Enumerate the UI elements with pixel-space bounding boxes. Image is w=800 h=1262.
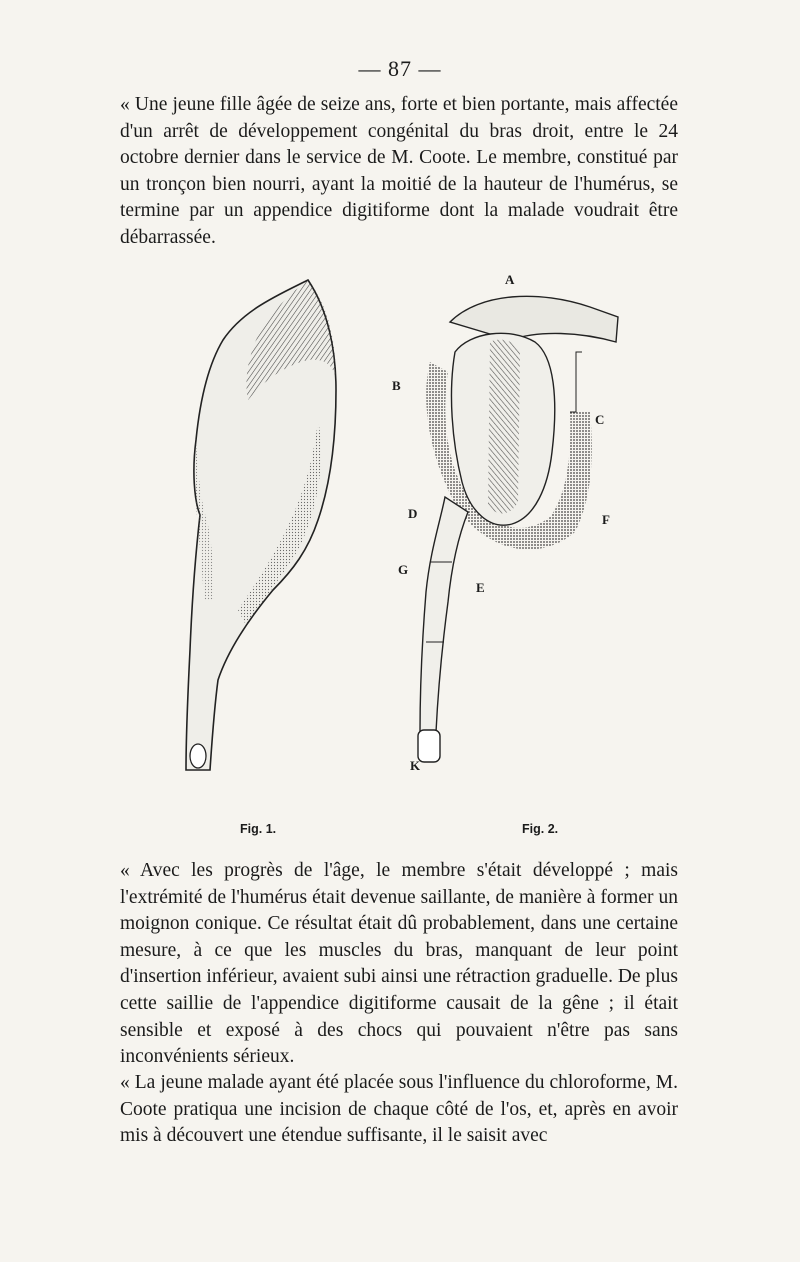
label-a: A: [505, 272, 515, 287]
figure-2-caption: Fig. 2.: [522, 822, 559, 836]
label-c: C: [595, 412, 605, 427]
label-g: G: [398, 562, 409, 577]
paragraph-3: « La jeune malade ayant été placée sous l'influence du chloroforme, M. Coote pratiqua une incision de chaque côté de l'os, et, après en avoir mis à découvert une étendue suffisante, il le saisit avec: [120, 1072, 678, 1147]
figure-1-caption: Fig. 1.: [240, 822, 277, 836]
label-e: E: [476, 580, 485, 595]
figure-1-illustration: [168, 270, 368, 790]
label-d: D: [408, 506, 418, 521]
figure-area: [140, 262, 640, 802]
page-number: — 87 —: [358, 56, 442, 81]
label-b: B: [392, 378, 401, 393]
label-k: K: [410, 758, 421, 773]
paragraph-2: « Avec les progrès de l'âge, le membre s'était développé ; mais l'extrémité de l'humérus était devenue saillante, de manière à former un moignon conique. Ce résultat était dû probablement, dans une certaine mesure, à ce que les muscles du bras, manquant de leur point d'insertion inférieur, avaient subi ainsi une rétraction graduelle. De plus cette saillie de l'appendice digitiforme causait de la gêne ; il était sensible et exposé à des chocs qui pouvaient n'être pas sans inconvénients sérieux.: [120, 860, 678, 1068]
paragraph-1: « Une jeune fille âgée de seize ans, forte et bien portante, mais affectée d'un arrêt de développement congénital du bras droit, entre le 24 octobre dernier dans le service de M. Coote. Le membre, constitué par un tronçon bien nourri, ayant la moitié de la hauteur de l'humérus, se termine par un appendice digitiforme dont la malade voudrait être débarrassée.: [120, 94, 678, 248]
label-f: F: [602, 512, 610, 527]
